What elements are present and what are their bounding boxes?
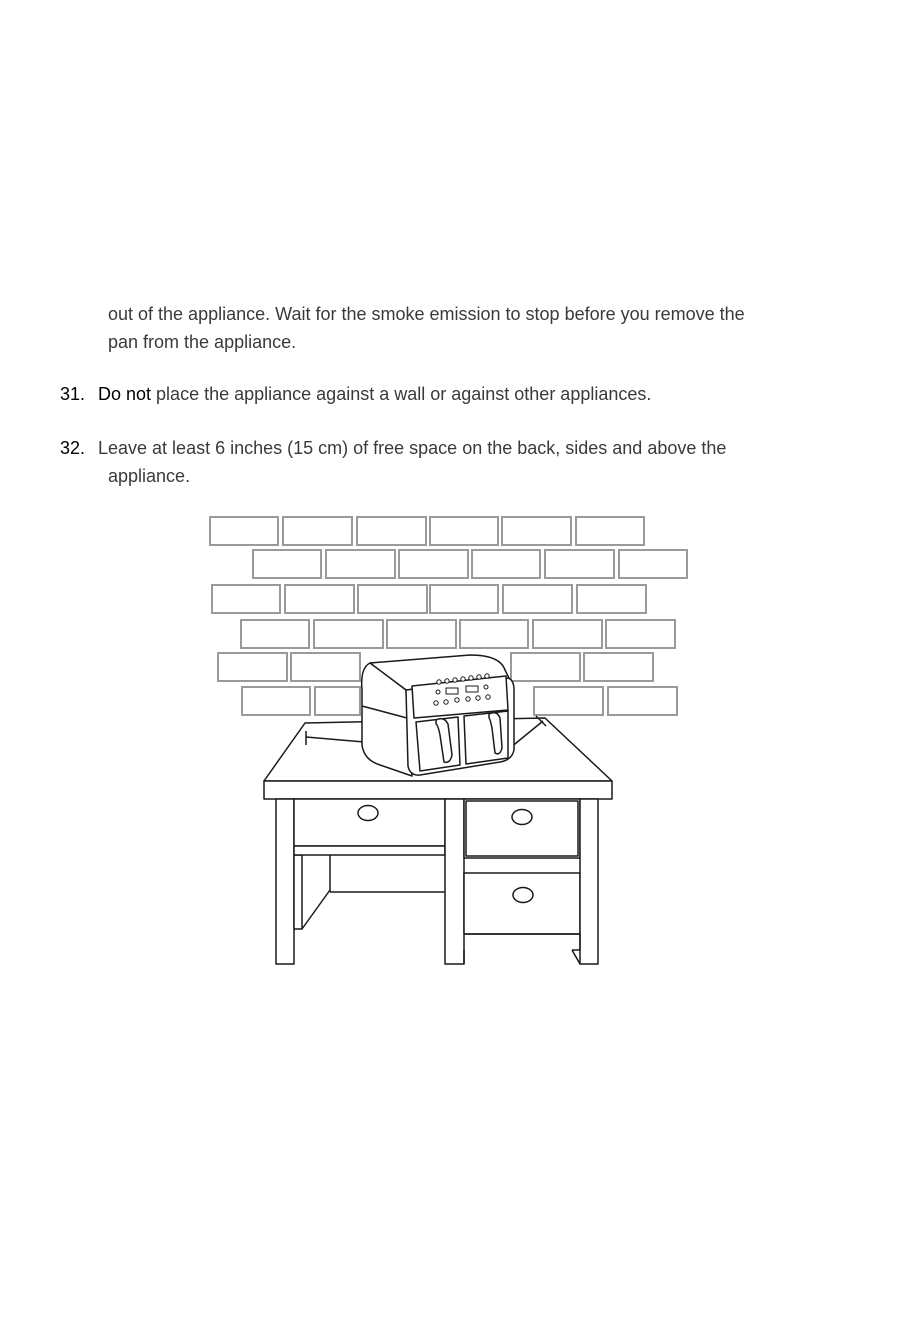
air-fryer	[362, 655, 514, 776]
item-text-line-2: appliance.	[108, 466, 191, 486]
continuation-line-1: out of the appliance. Wait for the smoke emission to stop before you remove the	[108, 304, 745, 324]
item-emphasis: Do not	[98, 384, 152, 404]
item-number: 31.	[60, 384, 86, 404]
item-body: place the appliance against a wall or against other appliances.	[151, 384, 652, 404]
item-number: 32.	[60, 438, 86, 458]
item-text-line-1: Leave at least 6 inches (15 cm) of free space on the back, sides and above the	[98, 438, 727, 458]
continuation-line-2: pan from the appliance.	[108, 332, 297, 352]
